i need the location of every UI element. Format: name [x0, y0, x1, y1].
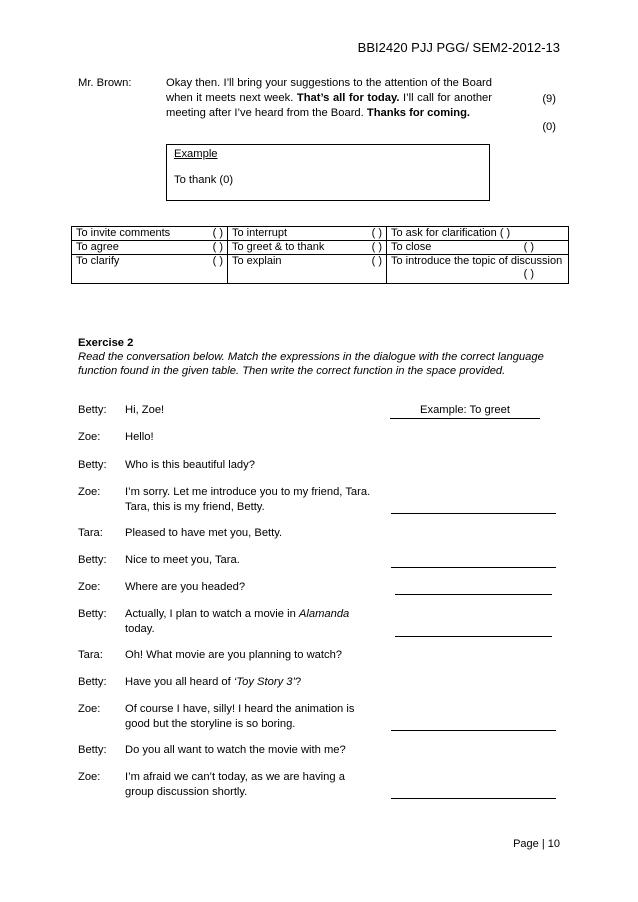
- example-box: [166, 144, 490, 201]
- line-text: Do you all want to watch the movie with me?: [125, 744, 346, 756]
- table-cell: To close ( ): [387, 241, 569, 255]
- example-title: Example: [174, 148, 218, 160]
- exercise-instruction: Read the conversation below. Match the expressions in the dialogue with the correct language function found in the given table. Then write the correct function in the space provided.: [78, 351, 544, 377]
- speaker: Zoe:: [78, 431, 101, 443]
- line-text: Actually, I plan to watch a movie in Alamanda today.: [125, 608, 350, 635]
- table-cell: To interrupt ( ): [228, 227, 387, 241]
- table-cell: To explain ( ): [228, 255, 387, 284]
- intro-speaker: Mr. Brown:: [78, 77, 132, 89]
- line-text: Have you all heard of ‘Toy Story 3’?: [125, 676, 302, 688]
- speaker: Betty:: [78, 676, 107, 688]
- speaker: Betty:: [78, 744, 107, 756]
- line-text: Pleased to have met you, Betty.: [125, 527, 283, 539]
- table-cell: To ask for clarification ( ): [387, 227, 569, 241]
- speaker: Zoe:: [78, 486, 101, 498]
- line-text: I’m afraid we can’t today, as we are having a group discussion shortly.: [125, 771, 345, 798]
- answer-line[interactable]: [391, 797, 556, 799]
- table-cell: To greet & to thank ( ): [228, 241, 387, 255]
- table-row: [72, 227, 569, 241]
- mark-0: (0): [542, 121, 556, 133]
- course-code-header: BBI2420 PJJ PGG/ SEM2-2012-13: [357, 40, 560, 55]
- speaker: Zoe:: [78, 581, 101, 593]
- intro-bold-1: That’s all for today.: [296, 92, 400, 104]
- mark-9: (9): [542, 93, 556, 105]
- answer-line[interactable]: [391, 512, 556, 514]
- intro-bold-2: Thanks for coming.: [366, 107, 471, 119]
- table-row: [72, 241, 569, 255]
- line-text: Hello!: [125, 431, 154, 443]
- answer-line[interactable]: [391, 566, 556, 568]
- function-table: [71, 226, 569, 284]
- speaker: Zoe:: [78, 703, 101, 715]
- speaker: Betty:: [78, 459, 107, 471]
- intro-text-2: I’ll call for another meeting after I’ve heard from the Board.: [166, 92, 492, 119]
- table-cell: To agree ( ): [72, 241, 228, 255]
- speaker: Betty:: [78, 608, 107, 620]
- example-answer: Example: To greet: [390, 403, 540, 419]
- speaker: Tara:: [78, 527, 103, 539]
- example-text: To thank (0): [174, 174, 234, 186]
- answer-line[interactable]: [391, 729, 556, 731]
- page-number: Page | 10: [513, 838, 560, 850]
- line-text: Where are you headed?: [125, 581, 246, 593]
- table-cell: To invite comments ( ): [72, 227, 228, 241]
- table-row: [72, 255, 569, 284]
- intro-text-1: Okay then. I’ll bring your suggestions to the attention of the Board when it meets next week.: [166, 77, 492, 104]
- line-text: Who is this beautiful lady?: [125, 459, 255, 471]
- speaker: Zoe:: [78, 771, 101, 783]
- table-cell: To clarify ( ): [72, 255, 228, 284]
- speaker: Betty:: [78, 554, 107, 566]
- line-text: Of course I have, silly! I heard the animation is good but the storyline is so boring.: [125, 703, 355, 730]
- line-text: I’m sorry. Let me introduce you to my friend, Tara. Tara, this is my friend, Betty.: [125, 486, 371, 513]
- line-text: Nice to meet you, Tara.: [125, 554, 240, 566]
- speaker: Betty:: [78, 404, 107, 416]
- line-text: Hi, Zoe!: [125, 404, 165, 416]
- answer-line[interactable]: [395, 635, 552, 637]
- intro-speech: [166, 76, 492, 121]
- answer-line[interactable]: [395, 593, 552, 595]
- table-cell: To introduce the topic of discussion ( ): [387, 255, 569, 284]
- exercise-2: [78, 336, 558, 378]
- line-text: Oh! What movie are you planning to watch?: [125, 649, 343, 661]
- speaker: Tara:: [78, 649, 103, 661]
- exercise-title: Exercise 2: [78, 337, 134, 349]
